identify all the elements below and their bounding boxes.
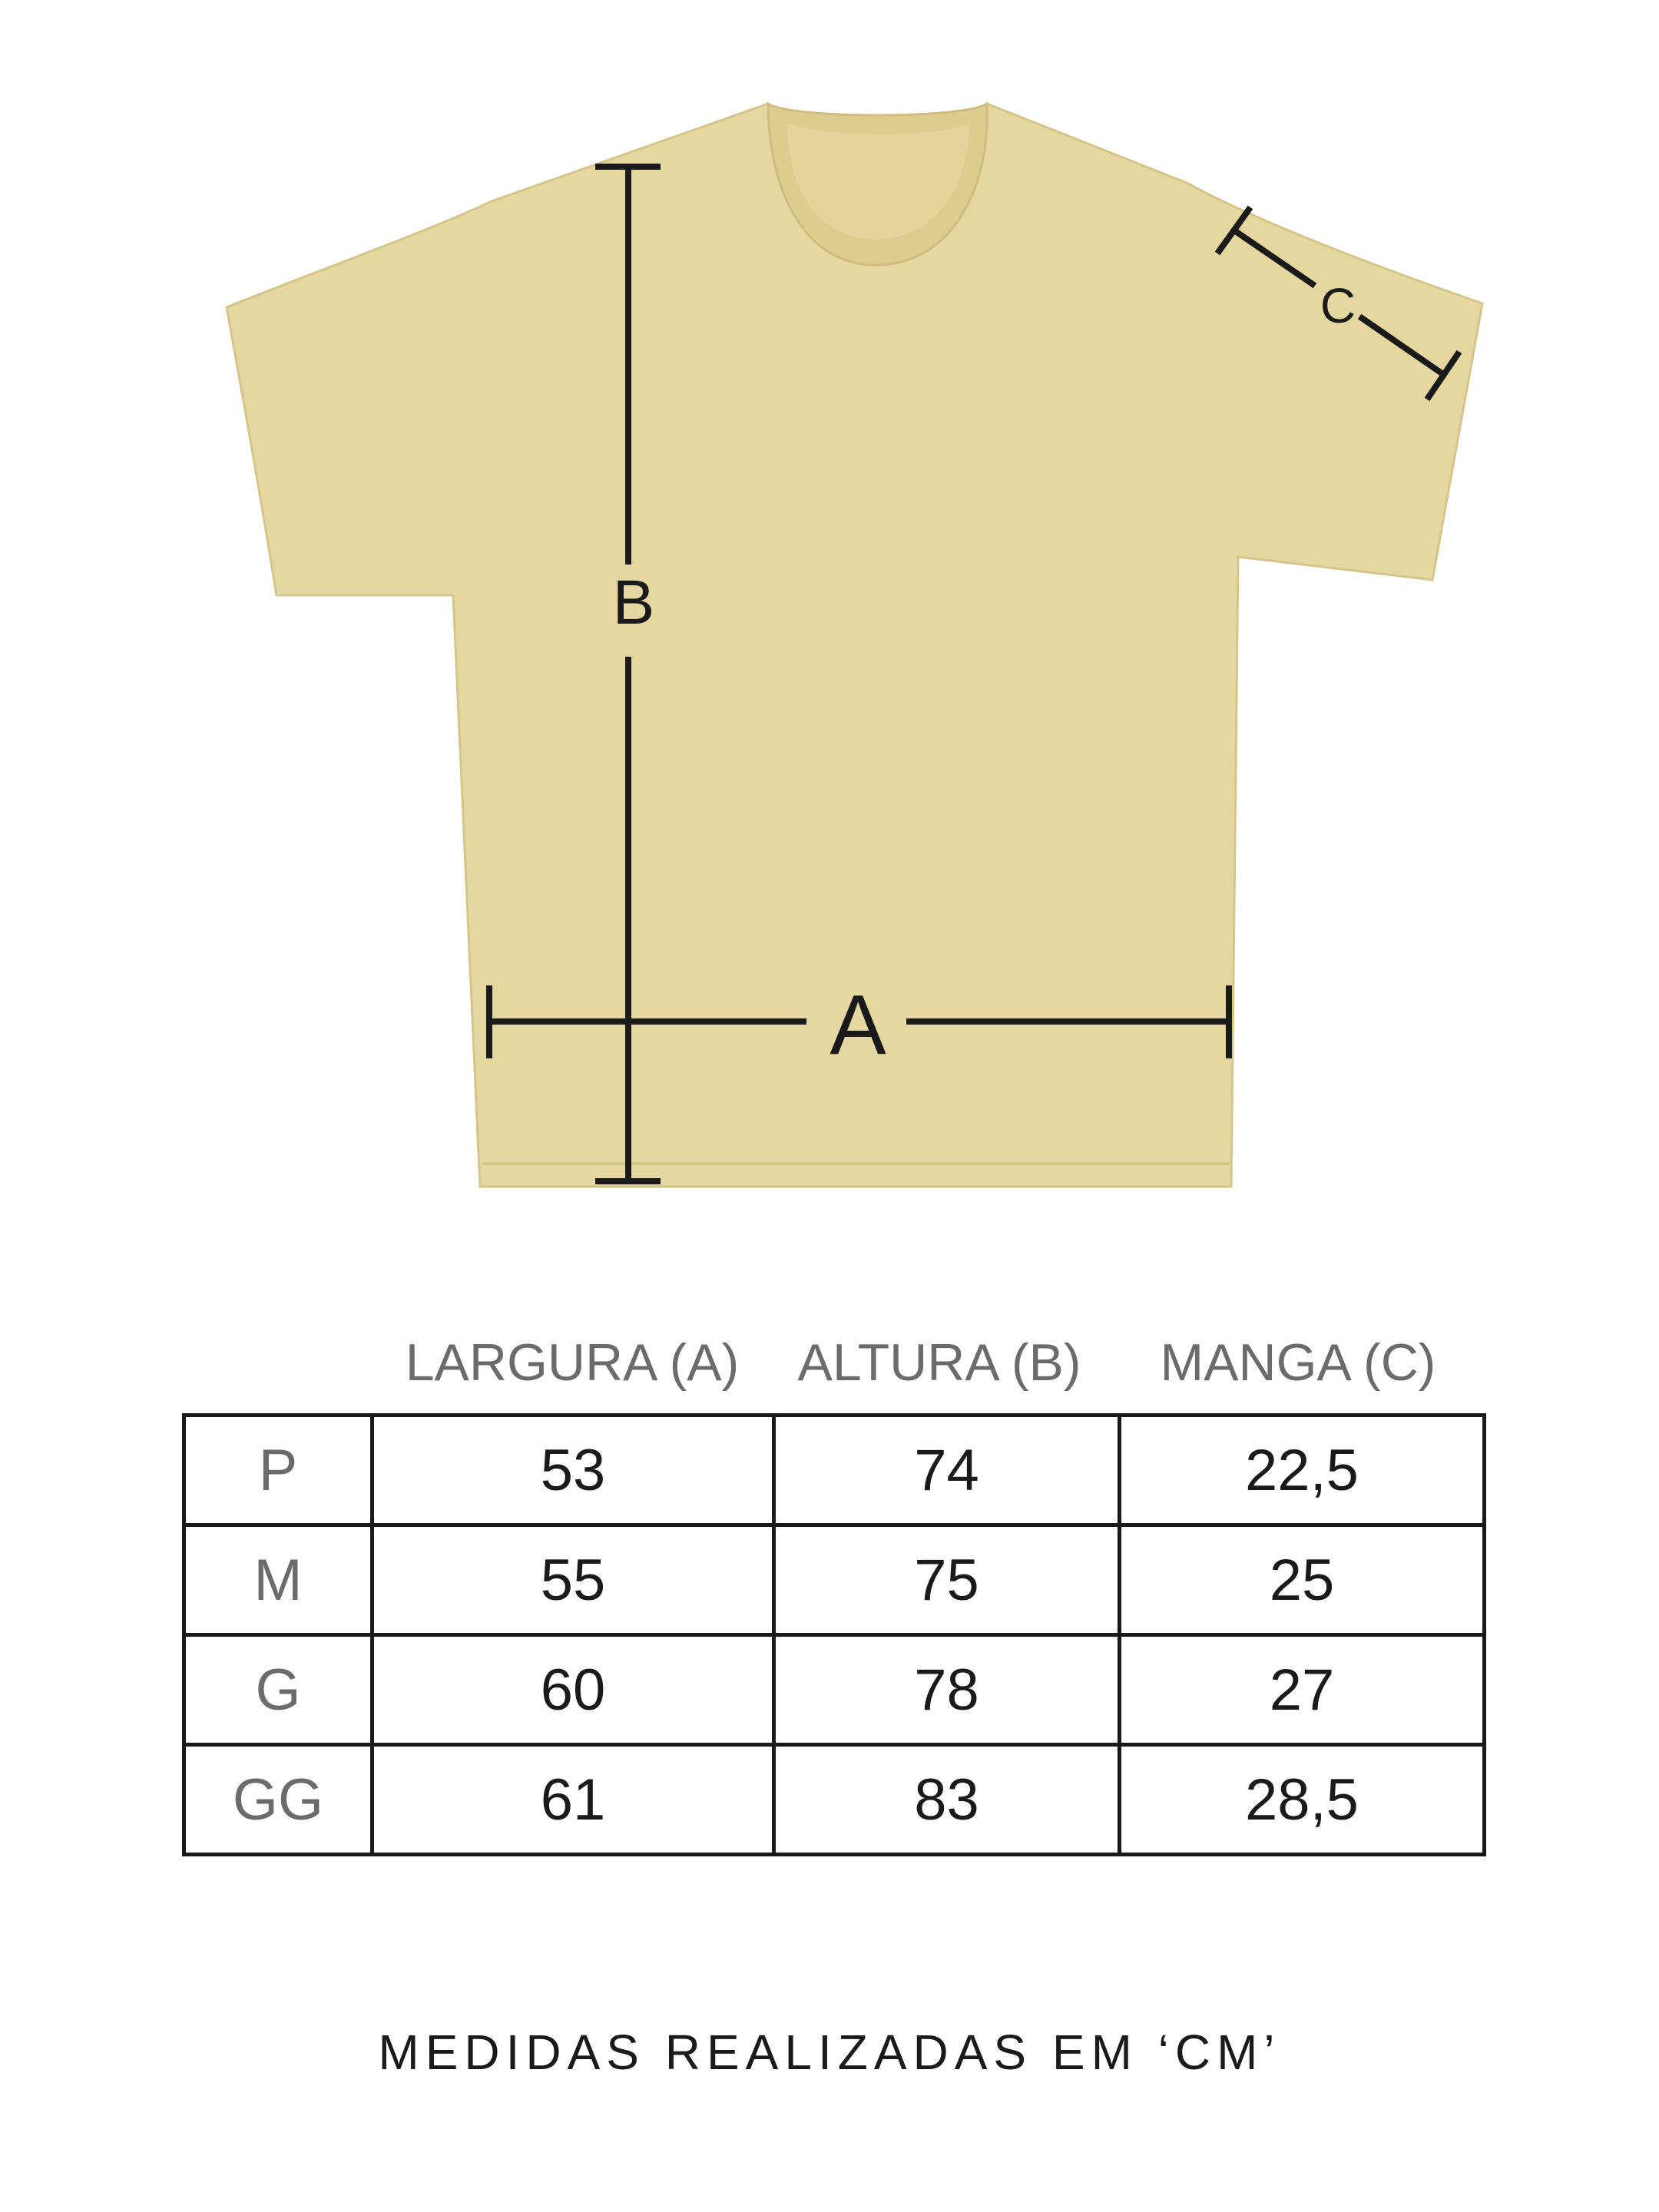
size-table <box>182 1413 1486 1856</box>
table-row <box>184 1745 1485 1855</box>
largura-value: 55 <box>373 1525 774 1635</box>
measure-b-label: B <box>612 568 655 637</box>
header-manga: MANGA (C) <box>1160 1333 1436 1392</box>
size-label: G <box>184 1635 373 1745</box>
altura-value: 74 <box>774 1416 1120 1525</box>
largura-value: 61 <box>373 1745 774 1855</box>
table-row <box>184 1635 1485 1745</box>
table-row <box>184 1525 1485 1635</box>
altura-value: 75 <box>774 1525 1120 1635</box>
size-label: M <box>184 1525 373 1635</box>
largura-value: 53 <box>373 1416 774 1525</box>
manga-value: 27 <box>1120 1635 1485 1745</box>
manga-value: 28,5 <box>1120 1745 1485 1855</box>
altura-value: 83 <box>774 1745 1120 1855</box>
measure-a-label: A <box>830 978 886 1072</box>
header-largura: LARGURA (A) <box>405 1333 740 1392</box>
altura-value: 78 <box>774 1635 1120 1745</box>
size-label: P <box>184 1416 373 1525</box>
manga-value: 22,5 <box>1120 1416 1485 1525</box>
table-row <box>184 1416 1485 1525</box>
size-label: GG <box>184 1745 373 1855</box>
manga-value: 25 <box>1120 1525 1485 1635</box>
measure-c-label: C <box>1320 278 1356 333</box>
largura-value: 60 <box>373 1635 774 1745</box>
header-altura: ALTURA (B) <box>797 1333 1081 1392</box>
measurement-unit-note: MEDIDAS REALIZADAS EM ‘CM’ <box>378 2025 1281 2080</box>
